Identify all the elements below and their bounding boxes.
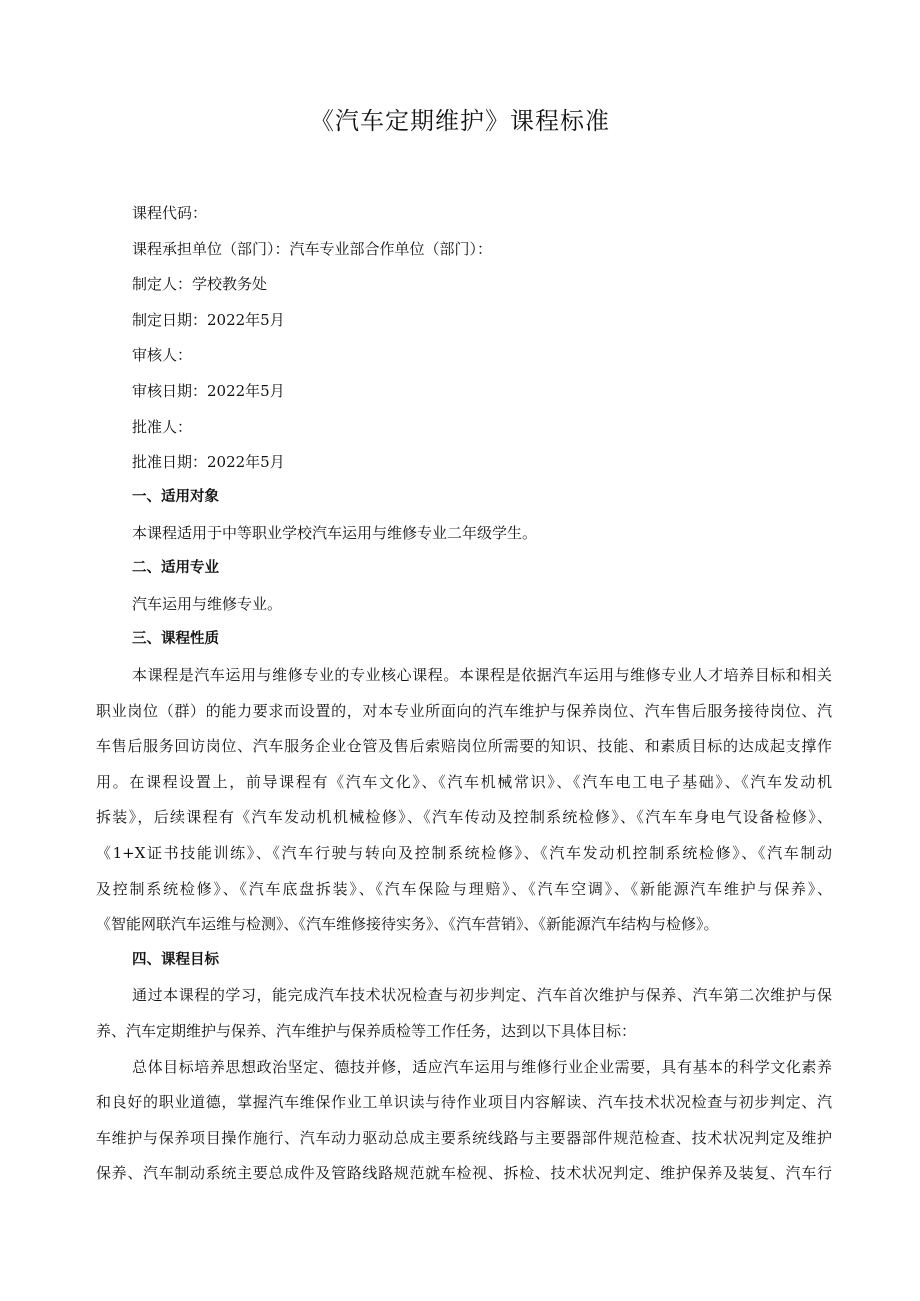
section-heading-nature: 三、课程性质 (132, 631, 219, 648)
paragraph-line: 总体目标培养思想政治坚定、德技并修，适应汽车运用与维修行业企业需要，具有基本的科学文化素养 (132, 1057, 832, 1076)
section-paragraph-objectives-intro (96, 978, 832, 1049)
paragraph-line: 养、汽车定期维护与保养、汽车维护与保养质检等工作任务，达到以下具体目标： (96, 1021, 637, 1040)
section-paragraph-objectives-overall (96, 1050, 832, 1192)
paragraph-line: 拆装》，后续课程有《汽车发动机机械检修》、《汽车传动及控制系统检修》、《汽车车身电气设备检修》、 (96, 808, 832, 827)
section-paragraph-nature (96, 658, 832, 943)
section-heading-major: 二、适用专业 (132, 560, 219, 577)
paragraph-line: 车售后服务回访岗位、汽车服务企业仓管及售后索赔岗位所需要的知识、技能、和素质目标的达成起支撑作 (96, 737, 832, 756)
paragraph-line: 车维护与保养项目操作施行、汽车动力驱动总成主要系统线路与主要器部件规范检查、技术状况判定及维护 (96, 1128, 832, 1147)
department-line: 课程承担单位（部门）：汽车专业部合作单位（部门）： (132, 239, 493, 258)
paragraph-line: 本课程是汽车运用与维修专业的专业核心课程。本课程是依据汽车运用与维修专业人才培养目标和相关 (132, 665, 832, 684)
section-heading-target: 一、适用对象 (132, 489, 219, 505)
course-code-line: 课程代码： (132, 204, 208, 222)
paragraph-line: 及控制系统检修》、《汽车底盘拆装》、《汽车保险与理赔》、《汽车空调》、《新能源汽车维护与保养》、 (96, 879, 832, 898)
section-text-target: 本课程适用于中等职业学校汽车运用与维修专业二年级学生。 (132, 523, 538, 542)
paragraph-line: 《1+X证书技能训练》、《汽车行驶与转向及控制系统检修》、《汽车发动机控制系统检修》、《汽车制动 (96, 843, 832, 862)
section-text-major: 汽车运用与维修专业。 (132, 594, 283, 613)
paragraph-line: 用。在课程设置上，前导课程有《汽车文化》、《汽车机械常识》、《汽车电工电子基础》、《汽车发动机 (96, 772, 832, 791)
approver-line: 批准人： (132, 417, 193, 436)
paragraph-line: 《智能网联汽车运维与检测》、《汽车维修接待实务》、《汽车营销》、《新能源汽车结构与检修》。 (96, 915, 719, 934)
review-date-line: 审核日期：2022年5月 (132, 381, 285, 400)
course-meta-block (132, 196, 832, 481)
author-date-line: 制定日期：2022年5月 (132, 310, 285, 329)
document-body (96, 480, 832, 1192)
paragraph-line: 通过本课程的学习，能完成汽车技术状况检查与初步判定、汽车首次维护与保养、汽车第二次维护与保 (132, 986, 832, 1005)
paragraph-line: 职业岗位（群）的能力要求而设置的，对本专业所面向的汽车维护与保养岗位、汽车售后服务接待岗位、汽 (96, 701, 832, 720)
reviewer-line: 审核人： (132, 346, 193, 365)
paragraph-line: 保养、汽车制动系统主要总成件及管路线路规范就车检视、拆检、技术状况判定、维护保养及装复、汽车行 (96, 1164, 832, 1183)
document-title: 《汽车定期维护》课程标准 (310, 107, 610, 135)
section-heading-objectives: 四、课程目标 (132, 951, 219, 968)
approve-date-line: 批准日期：2022年5月 (132, 453, 285, 472)
paragraph-line: 和良好的职业道德，掌握汽车维保作业工单识读与待作业项目内容解读、汽车技术状况检查与初步判定、汽 (96, 1093, 832, 1112)
author-line: 制定人：学校教务处 (132, 275, 268, 294)
